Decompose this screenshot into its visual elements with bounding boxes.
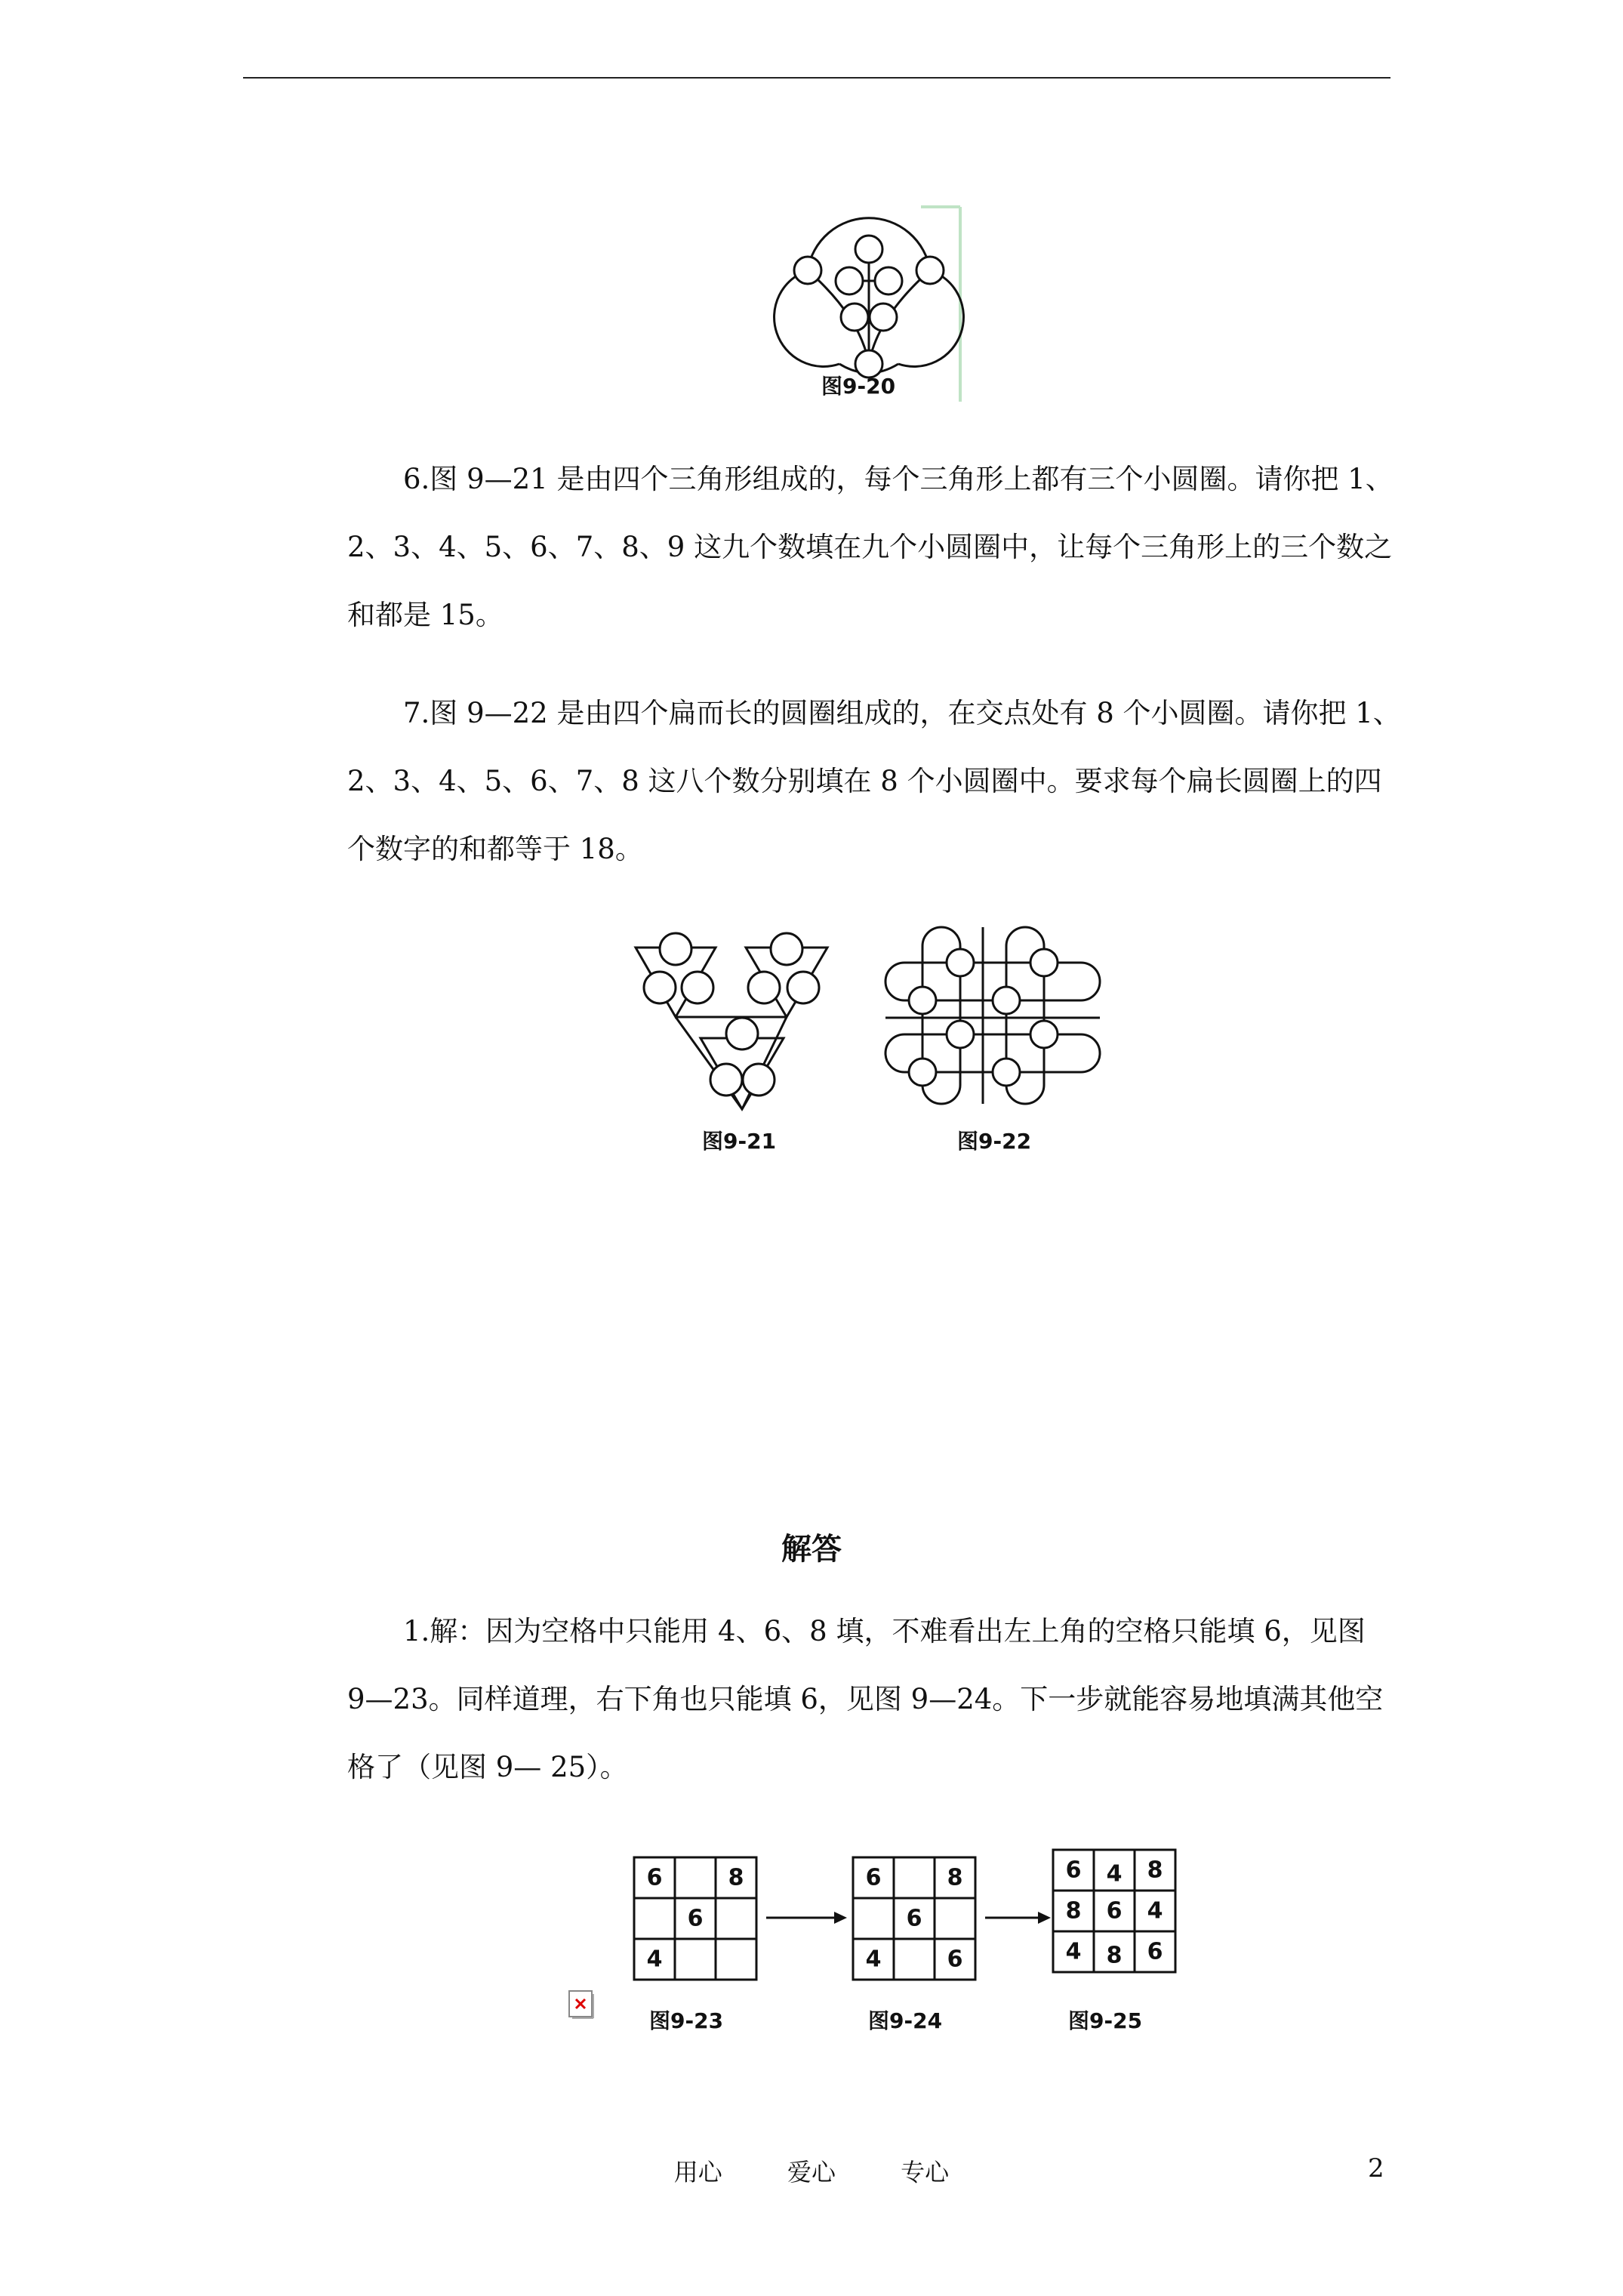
figure-caption: 图9-21 <box>702 1129 777 1154</box>
grid-cell-value: 8 <box>728 1864 744 1891</box>
header-rule <box>243 77 1390 79</box>
puzzle-circle[interactable] <box>787 972 819 1003</box>
grid-9-25 <box>1053 1850 1175 1972</box>
grid-cell-value: 4 <box>1106 1860 1123 1888</box>
arrow-icon <box>985 1912 1051 1924</box>
grid-cell-value: 6 <box>687 1905 704 1932</box>
answer-1-line: 格了（见图 9— 25）。 <box>347 1751 628 1783</box>
puzzle-circle[interactable] <box>771 933 802 965</box>
grid-cell-value: 6 <box>646 1864 663 1891</box>
grid-cell-value: 4 <box>646 1946 663 1973</box>
puzzle-circle[interactable] <box>855 236 882 263</box>
answers-title: 解答 <box>781 1531 842 1567</box>
page-number: 2 <box>1368 2153 1384 2184</box>
grid-cell-value: 6 <box>1106 1897 1123 1925</box>
problem-6-line: 2、3、4、5、6、7、8、9 这九个数填在九个小圆圈中，让每个三角形上的三个数之 <box>347 531 1393 563</box>
puzzle-circle[interactable] <box>682 972 713 1003</box>
figure-9-21 <box>633 925 836 1121</box>
puzzle-circle[interactable] <box>993 1059 1020 1086</box>
problem-7 <box>347 680 1401 883</box>
grid-cell-value: 6 <box>1065 1857 1082 1884</box>
puzzle-circle[interactable] <box>743 1064 775 1096</box>
grid-cell-value: 6 <box>906 1905 922 1932</box>
figure-9-22 <box>879 921 1106 1110</box>
grid-cell-value: 4 <box>1065 1938 1082 1965</box>
puzzle-circle[interactable] <box>841 304 868 331</box>
footer-item: 爱心 <box>787 2158 836 2187</box>
puzzle-circle[interactable] <box>794 257 821 284</box>
puzzle-circle[interactable] <box>644 972 676 1003</box>
figure-caption: 图9-24 <box>868 2008 943 2033</box>
problem-6-line: 6.图 9—21 是由四个三角形组成的，每个三角形上都有三个小圆圈。请你把 1、 <box>403 463 1394 495</box>
puzzle-circle[interactable] <box>710 1064 742 1096</box>
grid-9-24 <box>853 1857 975 1980</box>
puzzle-circle[interactable] <box>748 972 780 1003</box>
figure-caption: 图9-25 <box>1068 2008 1143 2033</box>
puzzle-circle[interactable] <box>909 987 936 1014</box>
problem-7-line: 个数字的和都等于 18。 <box>347 833 643 865</box>
puzzle-circle[interactable] <box>947 1021 974 1048</box>
puzzle-circle[interactable] <box>947 949 974 976</box>
problem-6-line: 和都是 15。 <box>347 599 504 631</box>
problem-7-line: 2、3、4、5、6、7、8 这八个数分别填在 8 个小圆圈中。要求每个扁长圆圈上的四 <box>347 765 1382 797</box>
arrow-icon <box>766 1912 847 1924</box>
grid-cell-value: 6 <box>947 1946 963 1973</box>
puzzle-circle[interactable] <box>870 304 897 331</box>
problem-7-line: 7.图 9—22 是由四个扁而长的圆圈组成的，在交点处有 8 个小圆圈。请你把 1、 <box>403 697 1401 729</box>
puzzle-circle[interactable] <box>836 267 863 294</box>
grid-cell-value: 8 <box>947 1864 963 1891</box>
answer-1 <box>347 1598 1389 1801</box>
grid-cell-value: 8 <box>1106 1942 1123 1969</box>
puzzle-circle[interactable] <box>726 1018 758 1049</box>
puzzle-circle[interactable] <box>660 933 691 965</box>
puzzle-circle[interactable] <box>1030 949 1058 976</box>
answer-1-line: 9—23。同样道理，右下角也只能填 6，见图 9—24。下一步就能容易地填满其他空 <box>347 1683 1384 1715</box>
grid-9-23 <box>634 1857 756 1980</box>
figure-caption: 图9-20 <box>821 374 896 399</box>
puzzle-circle[interactable] <box>993 987 1020 1014</box>
grid-cell-value: 8 <box>1065 1897 1082 1925</box>
grid-figures <box>627 1842 1185 1986</box>
grid-cell-value: 4 <box>865 1946 882 1973</box>
footer-item: 用心 <box>673 2158 722 2187</box>
puzzle-circle[interactable] <box>916 257 944 284</box>
figure-caption: 图9-22 <box>957 1129 1032 1154</box>
broken-image-icon <box>568 1989 595 2020</box>
grid-cell-value: 6 <box>865 1864 882 1891</box>
footer-item: 专心 <box>901 2158 950 2187</box>
grid-cell-value: 6 <box>1147 1938 1163 1965</box>
problem-6 <box>347 445 1394 649</box>
puzzle-circle[interactable] <box>909 1059 936 1086</box>
grid-cell-value: 4 <box>1147 1897 1163 1925</box>
grid-cell-value: 8 <box>1147 1857 1163 1884</box>
puzzle-circle[interactable] <box>1030 1021 1058 1048</box>
answer-1-line: 1.解：因为空格中只能用 4、6、8 填，不难看出左上角的空格只能填 6，见图 <box>403 1615 1366 1647</box>
puzzle-circle[interactable] <box>875 267 902 294</box>
figure-caption: 图9-23 <box>649 2008 724 2033</box>
